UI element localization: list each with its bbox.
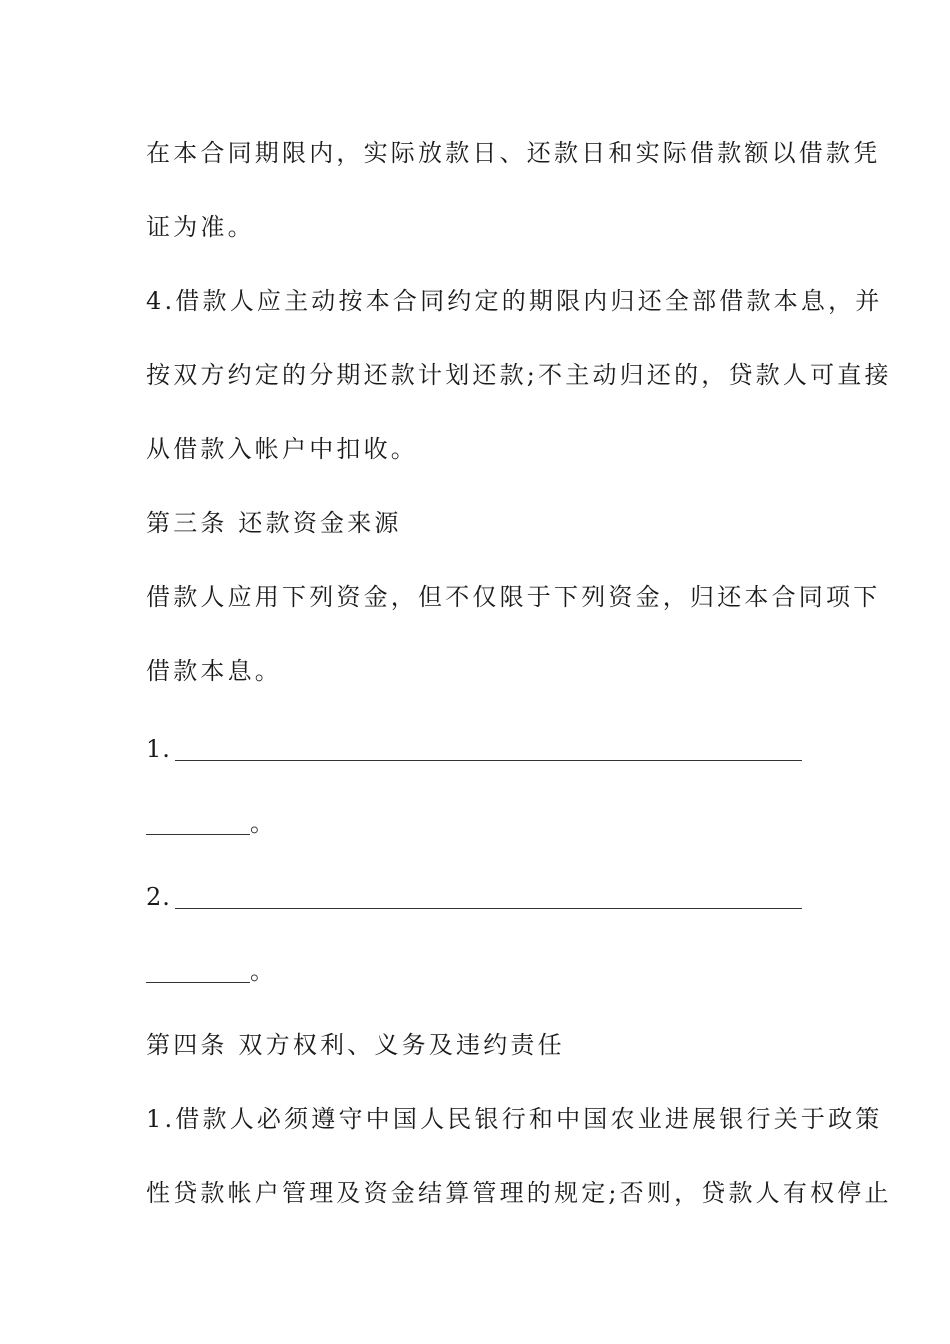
fill-in-blank bbox=[146, 833, 250, 835]
paragraph-line: 4.借款人应主动按本合同约定的期限内归还全部借款本息，并 bbox=[146, 287, 883, 315]
fill-in-blank bbox=[146, 981, 250, 983]
section-heading-4: 第四条 双方权利、义务及违约责任 bbox=[146, 1031, 565, 1059]
funding-item-1-continuation bbox=[146, 807, 274, 839]
paragraph-line: 借款本息。 bbox=[146, 657, 282, 685]
funding-item-number: 1. bbox=[146, 735, 171, 763]
funding-item-number: 2. bbox=[146, 883, 171, 911]
paragraph-line: 在本合同期限内，实际放款日、还款日和实际借款额以借款凭 bbox=[146, 139, 881, 167]
fill-in-blank bbox=[175, 907, 802, 909]
funding-item-2 bbox=[146, 881, 802, 913]
funding-item-1 bbox=[146, 733, 802, 765]
paragraph-line: 按双方约定的分期还款计划还款;不主动归还的，贷款人可直接 bbox=[146, 361, 892, 389]
paragraph-line: 性贷款帐户管理及资金结算管理的规定;否则，贷款人有权停止 bbox=[146, 1179, 892, 1207]
paragraph-line: 证为准。 bbox=[146, 213, 255, 241]
paragraph-line: 1.借款人必须遵守中国人民银行和中国农业进展银行关于政策 bbox=[146, 1105, 883, 1133]
section-heading-3: 第三条 还款资金来源 bbox=[146, 509, 402, 537]
period-mark: 。 bbox=[250, 809, 274, 837]
fill-in-blank bbox=[175, 759, 802, 761]
period-mark: 。 bbox=[250, 957, 274, 985]
funding-item-2-continuation bbox=[146, 955, 274, 987]
paragraph-line: 借款人应用下列资金，但不仅限于下列资金，归还本合同项下 bbox=[146, 583, 881, 611]
paragraph-line: 从借款入帐户中扣收。 bbox=[146, 435, 418, 463]
